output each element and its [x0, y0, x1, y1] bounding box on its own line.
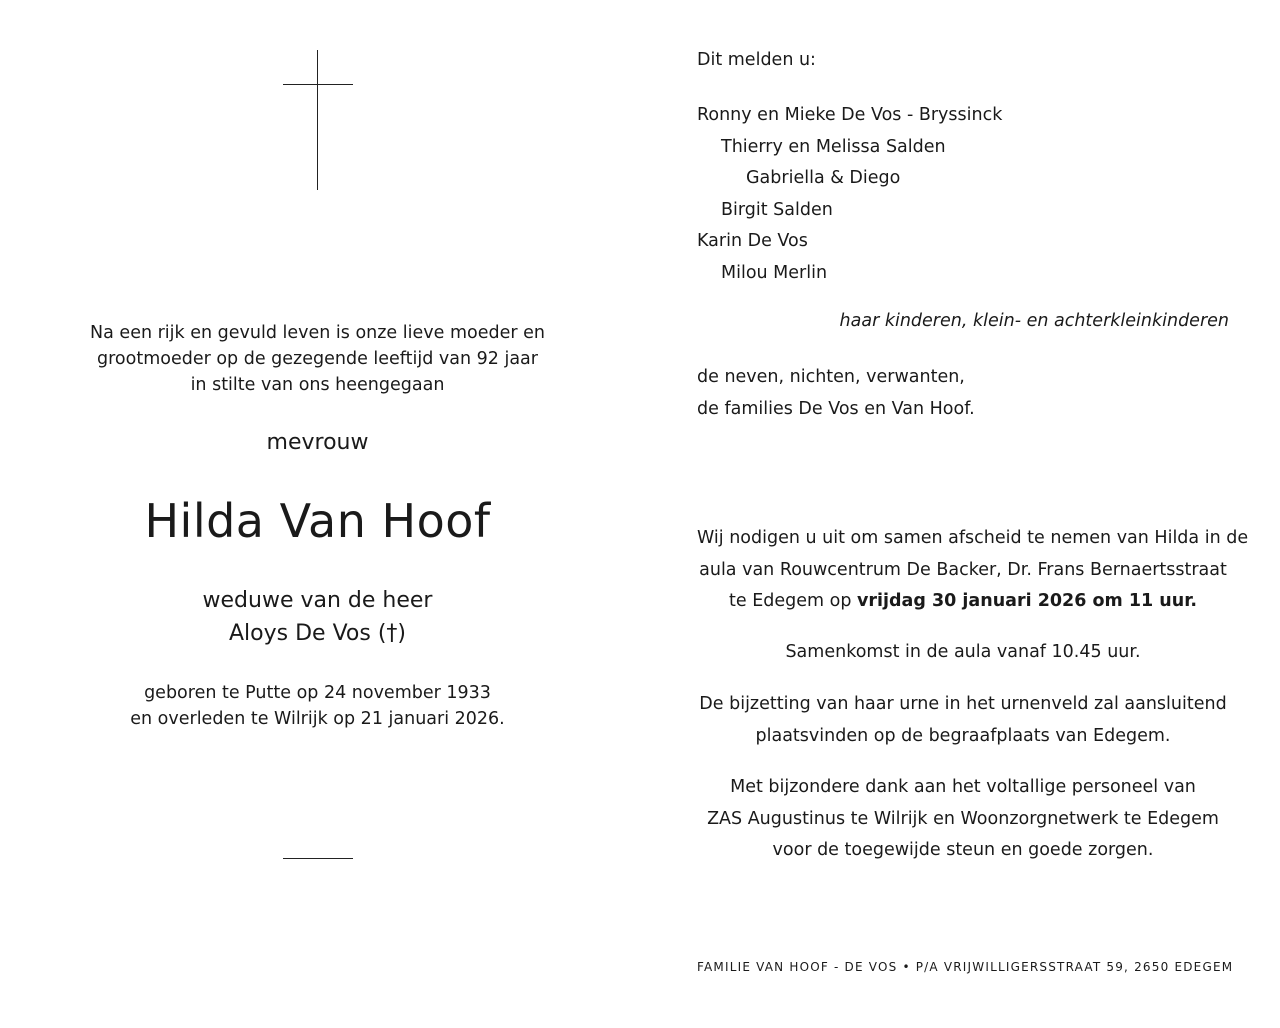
relatives-line: de neven, nichten, verwanten, [697, 367, 965, 387]
service-line: Wij nodigen u uit om samen afscheid te nemen van Hilda in de [697, 528, 1249, 548]
divider-line [283, 858, 353, 859]
family-member: Milou Merlin [721, 262, 828, 283]
service-invitation [697, 523, 1249, 618]
intro-line: Na een rijk en gevuld leven is onze lieve moeder en [90, 323, 545, 343]
family-address-footer: FAMILIE VAN HOOF - DE VOS • P/A VRIJWILLIGERSSTRAAT 59, 2650 EDEGEM [697, 960, 1234, 974]
family-member: Ronny en Mieke De Vos - Bryssinck [697, 105, 1003, 125]
left-panel [60, 0, 575, 1028]
thanks-line: voor de toegewijde steun en goede zorgen. [772, 840, 1154, 861]
widow-line: weduwe van de heer [202, 588, 433, 613]
service-line [697, 586, 1229, 618]
born-line: geboren te Putte op 24 november 1933 [144, 683, 491, 703]
urn-text [697, 689, 1229, 752]
born-line: en overleden te Wilrijk op 21 januari 2026. [130, 709, 505, 729]
birth-death-text [60, 680, 575, 732]
service-date: vrijdag 30 januari 2026 om 11 uur. [857, 591, 1197, 612]
relatives-line: de families De Vos en Van Hoof. [697, 398, 975, 419]
service-line: aula van Rouwcentrum De Backer, Dr. Frans Bernaertsstraat [699, 559, 1227, 580]
announce-heading: Dit melden u: [697, 50, 816, 70]
children-label: haar kinderen, klein- en achterkleinkinderen [839, 311, 1229, 331]
relatives-list [697, 362, 975, 425]
family-list [697, 100, 1002, 290]
cross-icon-horizontal [283, 84, 353, 85]
gathering-text: Samenkomst in de aula vanaf 10.45 uur. [785, 642, 1141, 662]
intro-text [60, 320, 575, 398]
intro-line: grootmoeder op de gezegende leeftijd van 92 jaar [97, 349, 538, 369]
widow-text [60, 584, 575, 650]
family-member: Thierry en Melissa Salden [721, 136, 946, 157]
intro-line: in stilte van ons heengegaan [190, 375, 445, 395]
thanks-line: ZAS Augustinus te Wilrijk en Woonzorgnetwerk te Edegem [707, 808, 1219, 829]
honorific: mevrouw [266, 430, 369, 455]
widow-line: Aloys De Vos (†) [229, 621, 406, 646]
service-line-prefix: te Edegem op [729, 591, 857, 612]
right-panel [697, 0, 1249, 1028]
thanks-line: Met bijzondere dank aan het voltallige personeel van [730, 777, 1196, 797]
family-member: Karin De Vos [697, 231, 808, 252]
family-member: Gabriella & Diego [746, 168, 901, 189]
urn-line: De bijzetting van haar urne in het urnenveld zal aansluitend [699, 694, 1227, 714]
thanks-text [697, 772, 1229, 867]
family-member: Birgit Salden [721, 199, 833, 220]
cross-icon-vertical [317, 50, 318, 190]
deceased-name: Hilda Van Hoof [144, 494, 491, 548]
urn-line: plaatsvinden op de begraafplaats van Edegem. [755, 725, 1171, 746]
